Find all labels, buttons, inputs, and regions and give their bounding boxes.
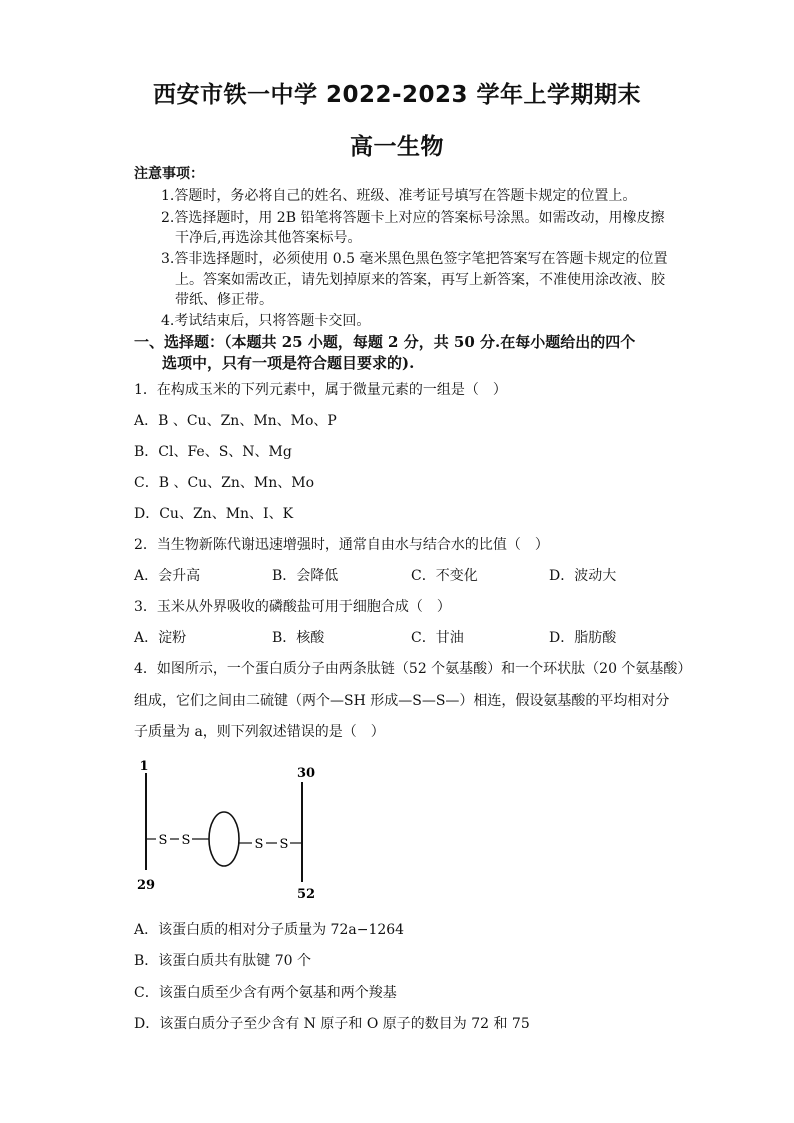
q3-option-a: A．淀粉: [134, 630, 187, 646]
q4-stem-line1: 4．如图所示，一个蛋白质分子由两条肽链（52 个氨基酸）和一个环状肽（20 个氨基酸）: [134, 661, 692, 677]
q4-option-c: C．该蛋白质至少含有两个氨基和两个羧基: [134, 985, 397, 1001]
notice-item-2-cont: 干净后,再选涂其他答案标号。: [175, 230, 362, 246]
sulfur-label-1: S: [158, 833, 168, 848]
sulfur-label-2: S: [181, 833, 191, 848]
notice-item-1: 1.答题时，务必将自己的姓名、班级、准考证号填写在答题卡规定的位置上。: [161, 188, 637, 204]
q4-option-d: D．该蛋白质分子至少含有 N 原子和 O 原子的数目为 72 和 75: [134, 1016, 530, 1032]
q1-option-d: D．Cu、Zn、Mn、I、K: [134, 506, 294, 522]
notice-item-3: 3.答非选择题时，必须使用 0.5 毫米黑色黑色签字笔把答案写在答题卡规定的位置: [161, 251, 668, 267]
q1-stem: 1．在构成玉米的下列元素中，属于微量元素的一组是（ ）: [134, 382, 507, 398]
notice-heading: 注意事项：: [134, 166, 204, 182]
q4-stem-line2: 组成，它们之间由二硫键（两个—SH 形成—S—S—）相连，假设氨基酸的平均相对分: [134, 693, 670, 709]
notice-item-2: 2.答选择题时，用 2B 铅笔将答题卡上对应的答案标号涂黑。如需改动，用橡皮擦: [161, 210, 665, 226]
right-chain-end-label: 52: [296, 887, 316, 902]
cyclic-peptide: [209, 812, 239, 866]
q3-option-b: B．核酸: [272, 630, 325, 646]
q4-stem-line3: 子质量为 a，则下列叙述错误的是（ ）: [134, 724, 385, 740]
q4-protein-figure: [130, 755, 330, 905]
notice-item-4: 4.考试结束后，只将答题卡交回。: [161, 313, 371, 329]
q2-stem: 2．当生物新陈代谢迅速增强时，通常自由水与结合水的比值（ ）: [134, 537, 549, 553]
q1-option-b: B．Cl、Fe、S、N、Mg: [134, 444, 292, 460]
sulfur-label-3: S: [254, 837, 264, 852]
sulfur-label-4: S: [279, 837, 289, 852]
left-chain-start-label: 1: [139, 759, 149, 774]
exam-title: 西安市铁一中学 2022-2023 学年上学期期末: [152, 82, 642, 108]
q1-option-a: A．B 、Cu、Zn、Mn、Mo、P: [134, 413, 337, 429]
exam-subject: 高一生物: [350, 134, 444, 160]
right-chain-start-label: 30: [296, 766, 316, 781]
q3-option-c: C．甘油: [411, 630, 464, 646]
section-heading-line2: 选项中，只有一项是符合题目要求的).: [162, 354, 415, 372]
q4-option-a: A．该蛋白质的相对分子质量为 72a−1264: [134, 922, 405, 938]
section-heading-line1: 一、选择题：（本题共 25 小题，每题 2 分，共 50 分.在每小题给出的四个: [134, 333, 636, 351]
left-chain-end-label: 29: [136, 878, 156, 893]
q3-stem: 3．玉米从外界吸收的磷酸盐可用于细胞合成（ ）: [134, 599, 451, 615]
q2-option-b: B．会降低: [272, 568, 339, 584]
q2-option-d: D．波动大: [549, 568, 617, 584]
notice-item-3-cont2: 带纸、修正带。: [175, 292, 273, 308]
q2-option-c: C．不变化: [411, 568, 478, 584]
q2-option-a: A．会升高: [134, 568, 201, 584]
q1-option-c: C．B 、Cu、Zn、Mn、Mo: [134, 475, 315, 491]
q3-option-d: D．脂肪酸: [549, 630, 617, 646]
notice-item-3-cont1: 上。答案如需改正，请先划掉原来的答案，再写上新答案，不准使用涂改液、胶: [175, 272, 665, 288]
q4-option-b: B．该蛋白质共有肽键 70 个: [134, 953, 312, 969]
